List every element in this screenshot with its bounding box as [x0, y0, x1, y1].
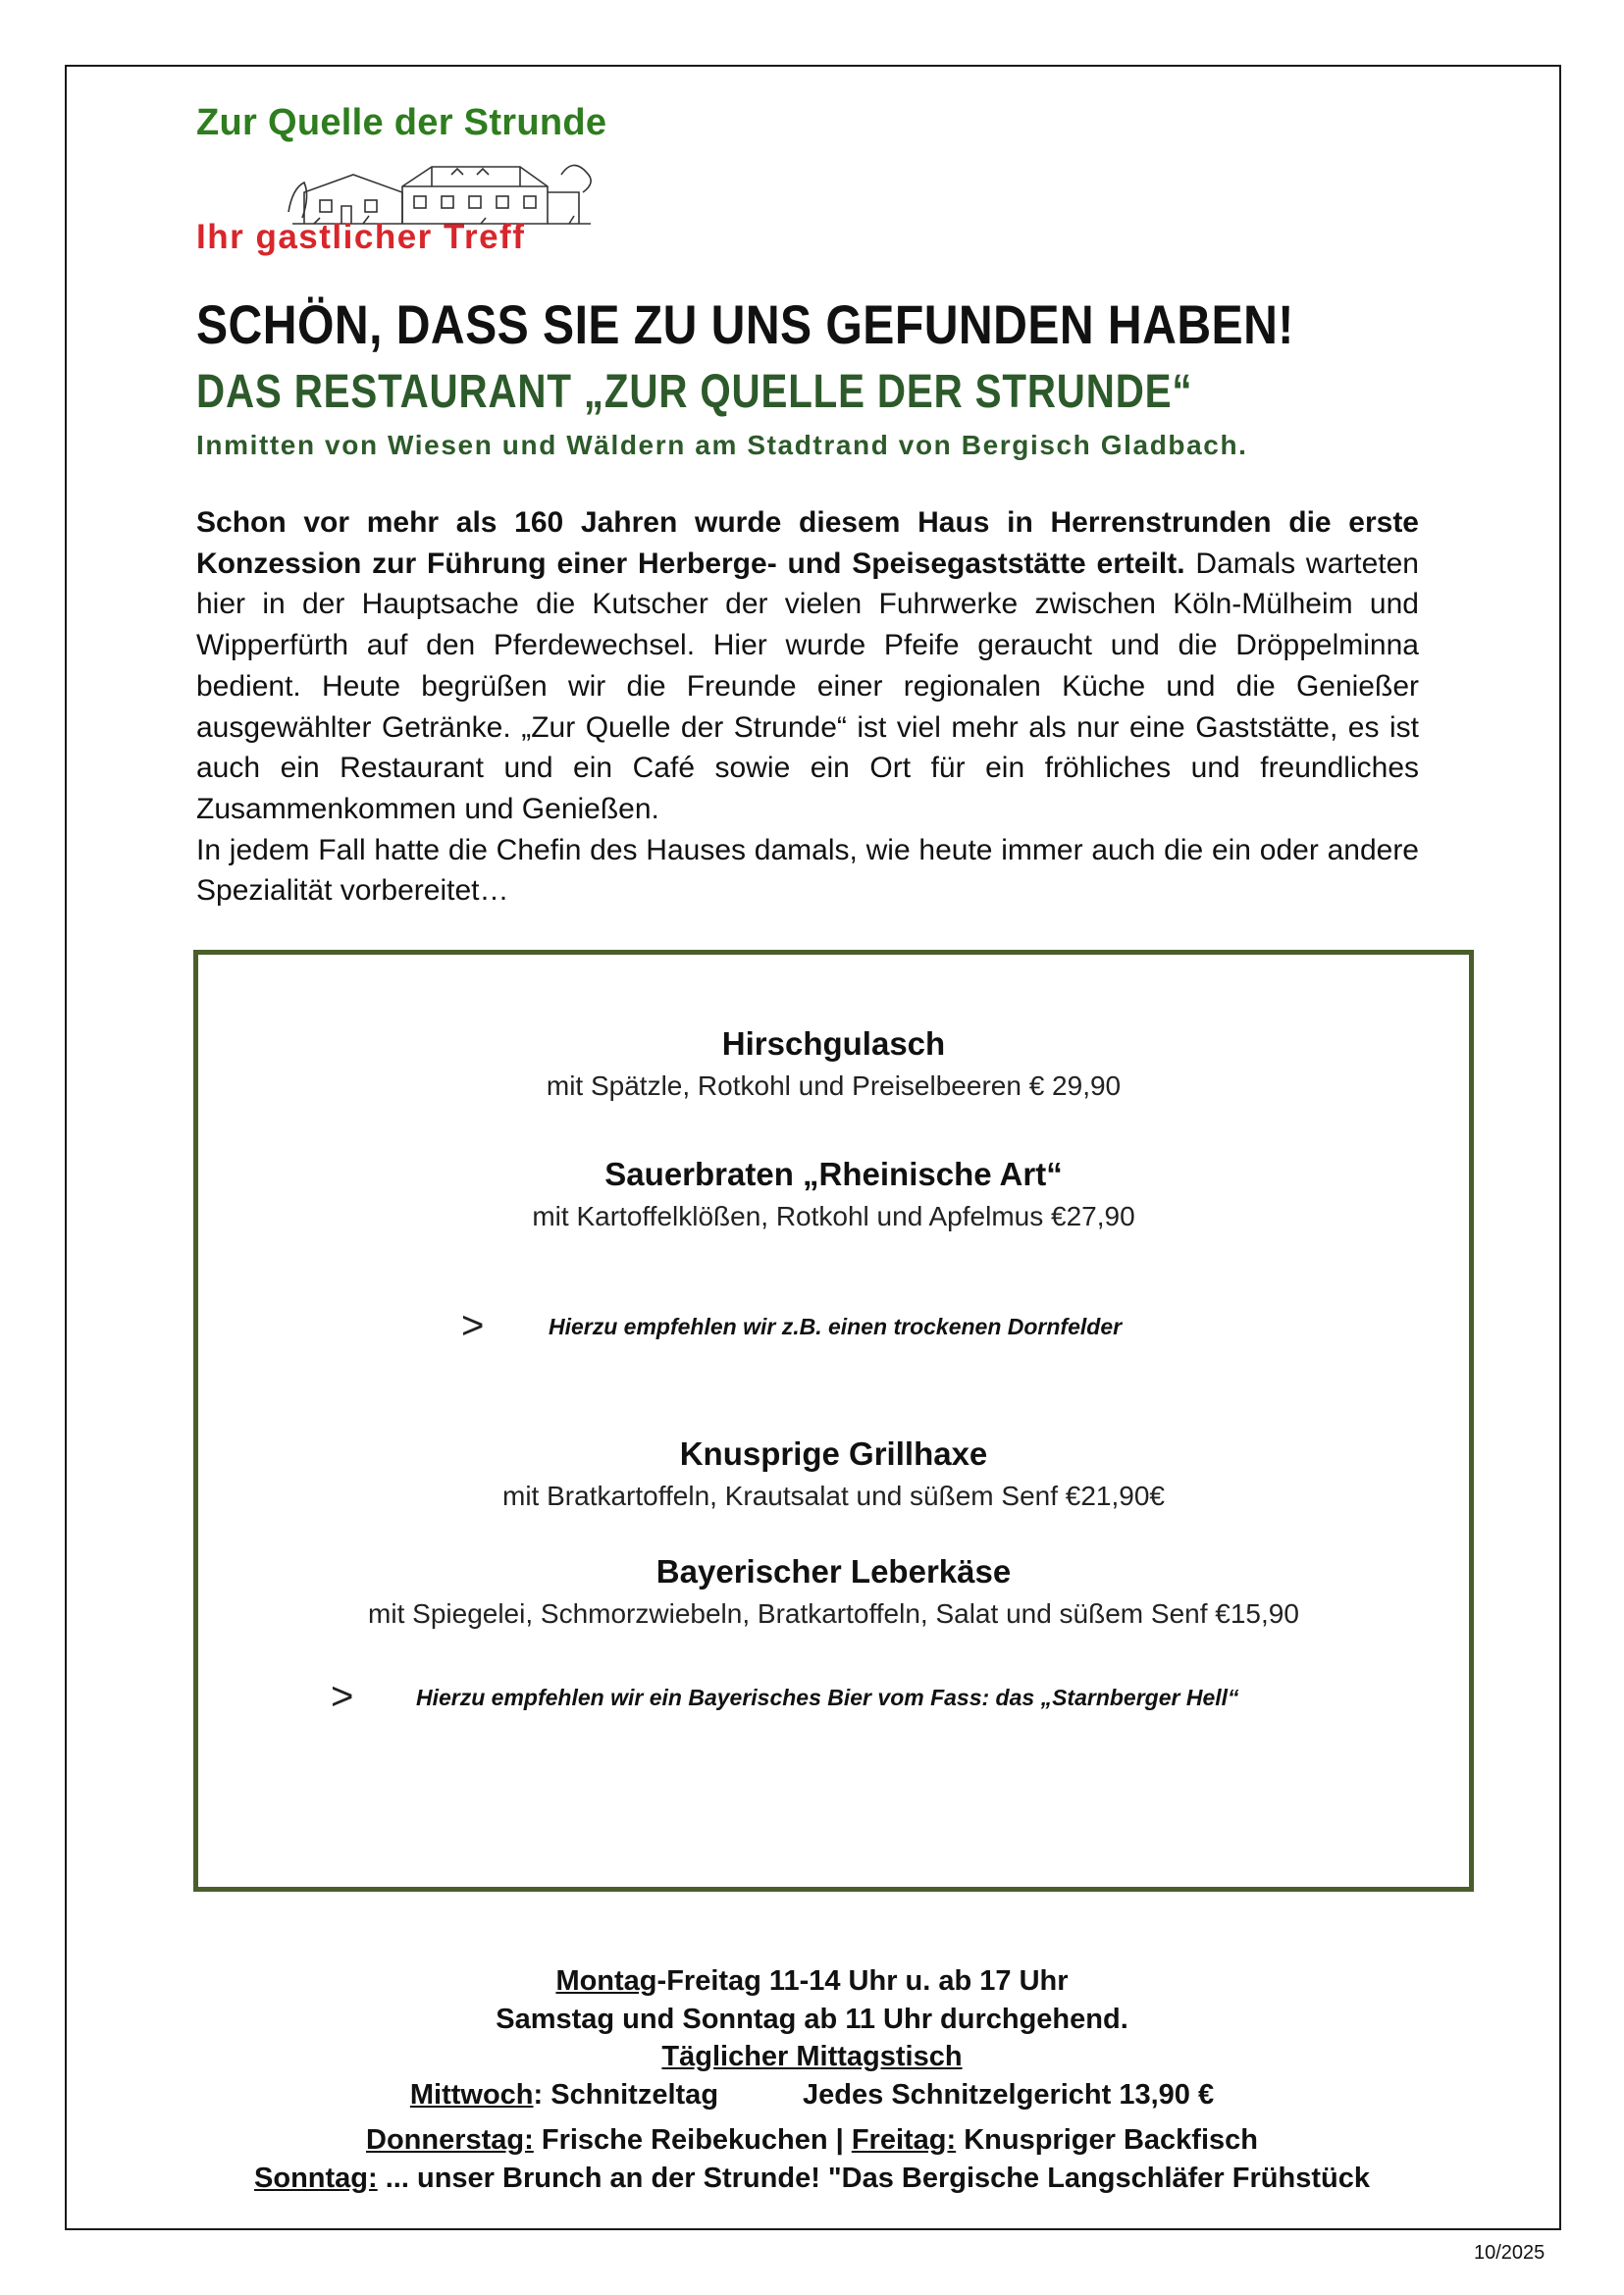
friday-label: Freitag: — [851, 2124, 957, 2156]
intro-bold-text: Schon vor mehr als 160 Jahren wurde diesem Haus in Herrenstrunden die erste Konzession zur Führung einer Herberge- und Speisegaststätte erteilt. — [196, 506, 1419, 580]
dish-item — [198, 1025, 1469, 1102]
wednesday-special — [0, 2076, 1624, 2114]
recommendation-arrow-icon: > — [331, 1675, 354, 1718]
dish-item — [198, 1156, 1469, 1232]
restaurant-subheadline: DAS RESTAURANT „ZUR QUELLE DER STRUNDE“ — [196, 366, 1193, 418]
weekday-hours: -Freitag 11-14 Uhr u. ab 17 Uhr — [656, 1965, 1069, 1997]
intro-closing: In jedem Fall hatte die Chefin des Hauses damals, wie heute immer auch die ein oder andere Spezialität vorbereitet… — [196, 833, 1419, 908]
opening-hours — [0, 1962, 1624, 2197]
intro-text — [196, 502, 1419, 912]
wednesday-text: : Schnitzeltag — [533, 2078, 719, 2111]
intro-regular-text: Damals warteten hier in der Hauptsache die Kutscher der vielen Fuhrwerke zwischen Köln-Mülheim und Wipperfürth auf den Pferdewechsel. Hier wurde Pfeife geraucht und die Dröppelminna bedient. Heute begrüßen wir die Freunde einer regionalen Küche und die Genießer ausgewählter Getränke. „Zur Quelle der Strunde“ ist viel mehr als nur eine Gaststätte, es ist auch ein Restaurant und ein Café sowie ein Ort für ein fröhliches und freundliches Zusammenkommen und Genießen. — [196, 547, 1419, 825]
dish-name: Hirschgulasch — [721, 1025, 946, 1062]
logo-name: Zur Quelle der Strunde — [196, 102, 607, 143]
wednesday-price: Jedes Schnitzelgericht 13,90 € — [803, 2078, 1215, 2111]
dish-description: mit Spiegelei, Schmorzwiebeln, Bratkartoffeln, Salat und süßem Senf €15,90 — [368, 1598, 1299, 1629]
wednesday-label: Mittwoch — [409, 2078, 534, 2111]
logo-slogan: Ihr gastlicher Treff — [196, 218, 526, 256]
hours-weekdays — [0, 1962, 1624, 2001]
dish-name: Knusprige Grillhaxe — [679, 1435, 988, 1472]
sunday-text: ... unser Brunch an der Strunde! "Das Bergische Langschläfer Frühstück — [377, 2162, 1370, 2194]
edition-date: 10/2025 — [1474, 2242, 1545, 2264]
hours-weekend: Samstag und Sonntag ab 11 Uhr durchgehend. — [496, 2003, 1128, 2035]
wine-recommendation: Hierzu empfehlen wir z.B. einen trockenen Dornfelder — [549, 1314, 1123, 1339]
sunday-special — [0, 2160, 1624, 2198]
lunch-title: Täglicher Mittagstisch — [661, 2041, 963, 2072]
beer-recommendation: Hierzu empfehlen wir ein Bayerisches Bier vom Fass: das „Starnberger Hell“ — [416, 1685, 1239, 1710]
dish-description: mit Spätzle, Rotkohl und Preiselbeeren € 29,90 — [546, 1070, 1122, 1101]
thursday-label: Donnerstag: — [366, 2124, 534, 2156]
specials-box — [193, 950, 1474, 1892]
page-headline: SCHÖN, DASS SIE ZU UNS GEFUNDEN HABEN! — [196, 293, 1294, 355]
dish-description: mit Kartoffelklößen, Rotkohl und Apfelmus €27,90 — [532, 1201, 1135, 1231]
weekday-label: Montag — [555, 1965, 657, 1997]
lunch-heading — [0, 2038, 1624, 2076]
dish-item — [198, 1553, 1469, 1630]
sunday-label: Sonntag: — [254, 2162, 378, 2194]
restaurant-logo — [196, 102, 657, 259]
intro-paragraph — [196, 502, 1419, 830]
recommendation-arrow-icon: > — [461, 1304, 485, 1347]
location-tagline: Inmitten von Wiesen und Wäldern am Stadtrand von Bergisch Gladbach. — [196, 430, 1248, 460]
friday-text: Knuspriger Backfisch — [956, 2124, 1258, 2156]
thursday-text: Frische Reibekuchen | — [533, 2124, 852, 2156]
dish-description: mit Bratkartoffeln, Krautsalat und süßem Senf €21,90€ — [502, 1481, 1165, 1511]
dish-name: Sauerbraten „Rheinische Art“ — [604, 1156, 1063, 1192]
dish-name: Bayerischer Leberkäse — [655, 1553, 1012, 1590]
thursday-friday-special — [0, 2121, 1624, 2160]
dish-item — [198, 1435, 1469, 1512]
